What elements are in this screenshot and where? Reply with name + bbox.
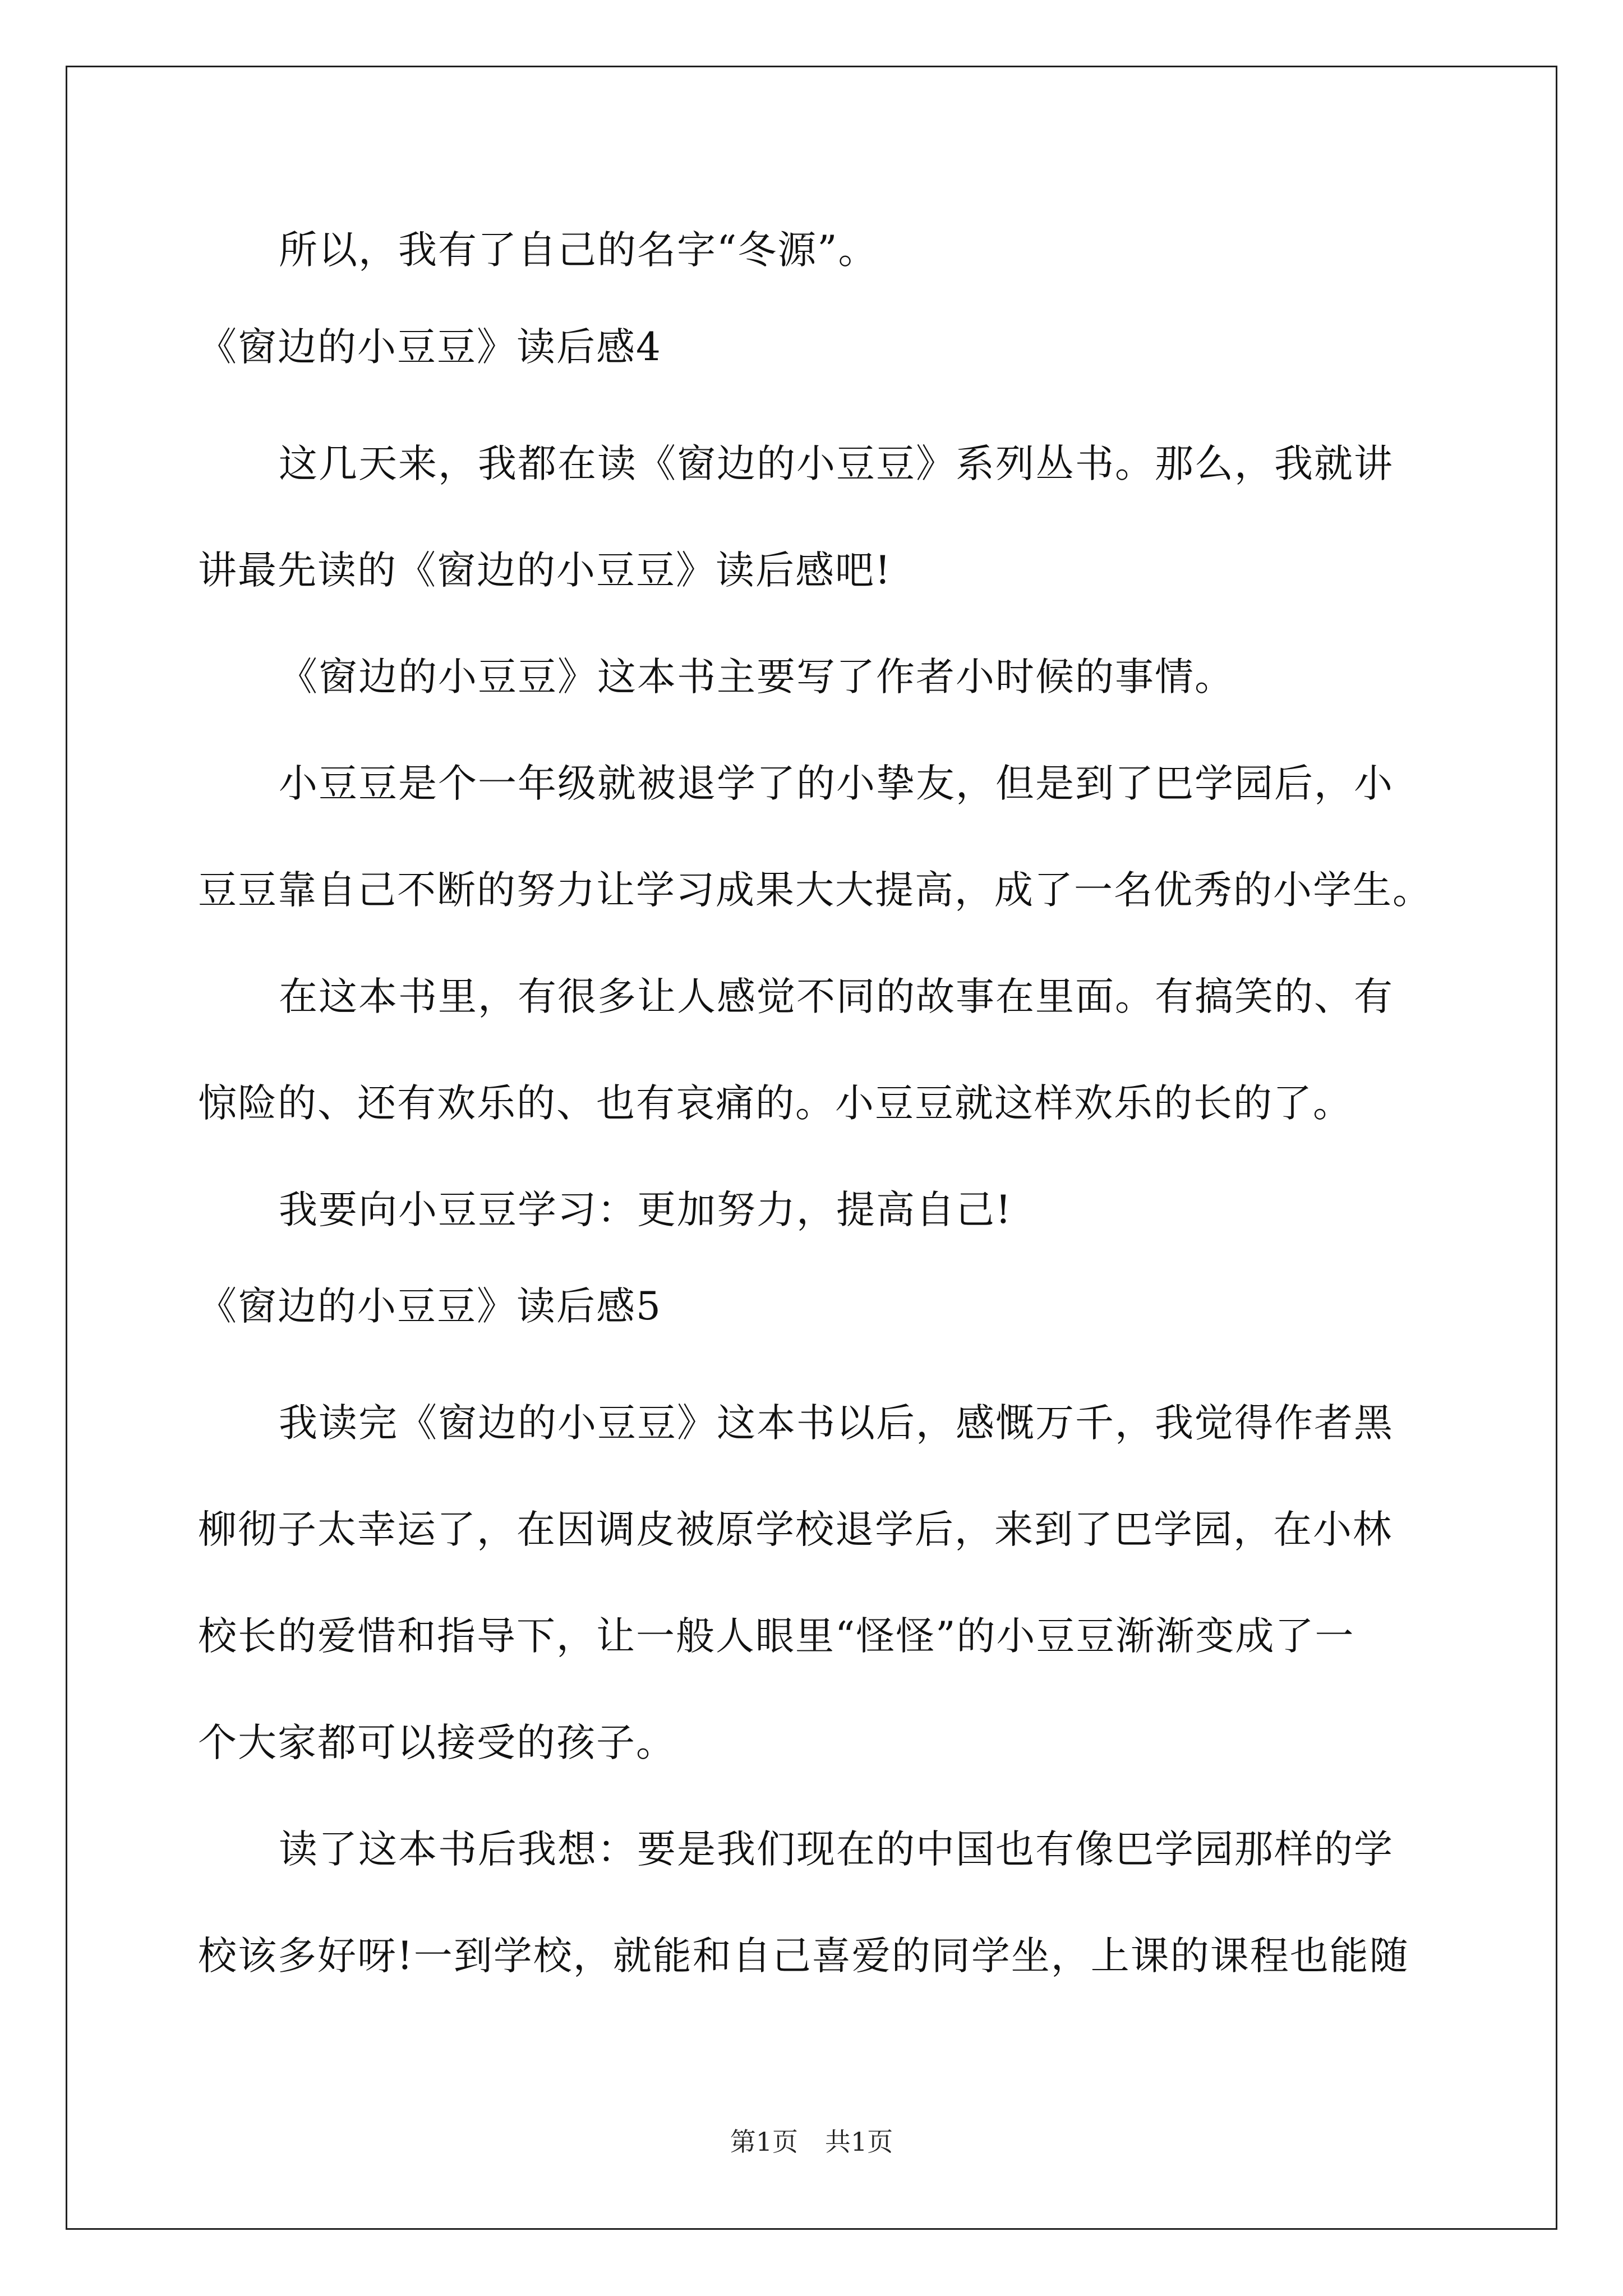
paragraph-line: 校长的爱惜和指导下，让一般人眼里“怪怪”的小豆豆渐渐变成了一 <box>198 1614 1355 1659</box>
paragraph-line: 我要向小豆豆学习：更加努力，提高自己! <box>279 1188 1012 1232</box>
page-number: 第1页 <box>730 2127 798 2157</box>
page-footer <box>0 2125 1623 2159</box>
page-border <box>66 66 1557 2230</box>
paragraph-line: 校该多好呀!一到学校，就能和自己喜爱的同学坐，上课的课程也能随 <box>198 1934 1409 1978</box>
paragraph-line: 惊险的、还有欢乐的、也有哀痛的。小豆豆就这样欢乐的长的了。 <box>198 1081 1353 1126</box>
paragraph-line: 所以，我有了自己的名字“冬源”。 <box>279 228 878 273</box>
section-heading: 《窗边的小豆豆》读后感4 <box>198 325 662 370</box>
paragraph-line: 这几天来，我都在读《窗边的小豆豆》系列丛书。那么，我就讲 <box>279 441 1394 486</box>
section-heading: 《窗边的小豆豆》读后感5 <box>198 1284 662 1329</box>
paragraph-line: 在这本书里，有很多让人感觉不同的故事在里面。有搞笑的、有 <box>279 974 1394 1019</box>
page-total: 共1页 <box>825 2127 893 2157</box>
paragraph-line: 《窗边的小豆豆》这本书主要写了作者小时候的事情。 <box>279 655 1234 700</box>
paragraph-line: 讲最先读的《窗边的小豆豆》读后感吧! <box>198 548 892 593</box>
paragraph-line: 小豆豆是个一年级就被退学了的小挚友，但是到了巴学园后，小 <box>279 761 1394 806</box>
paragraph-line: 我读完《窗边的小豆豆》这本书以后，感慨万千，我觉得作者黑 <box>279 1401 1394 1446</box>
paragraph-line: 个大家都可以接受的孩子。 <box>198 1720 676 1765</box>
paragraph-line: 读了这本书后我想：要是我们现在的中国也有像巴学园那样的学 <box>279 1827 1394 1872</box>
paragraph-line: 豆豆靠自己不断的努力让学习成果大大提高，成了一名优秀的小学生。 <box>198 868 1432 913</box>
paragraph-line: 柳彻子太幸运了，在因调皮被原学校退学后，来到了巴学园，在小林 <box>198 1507 1393 1552</box>
